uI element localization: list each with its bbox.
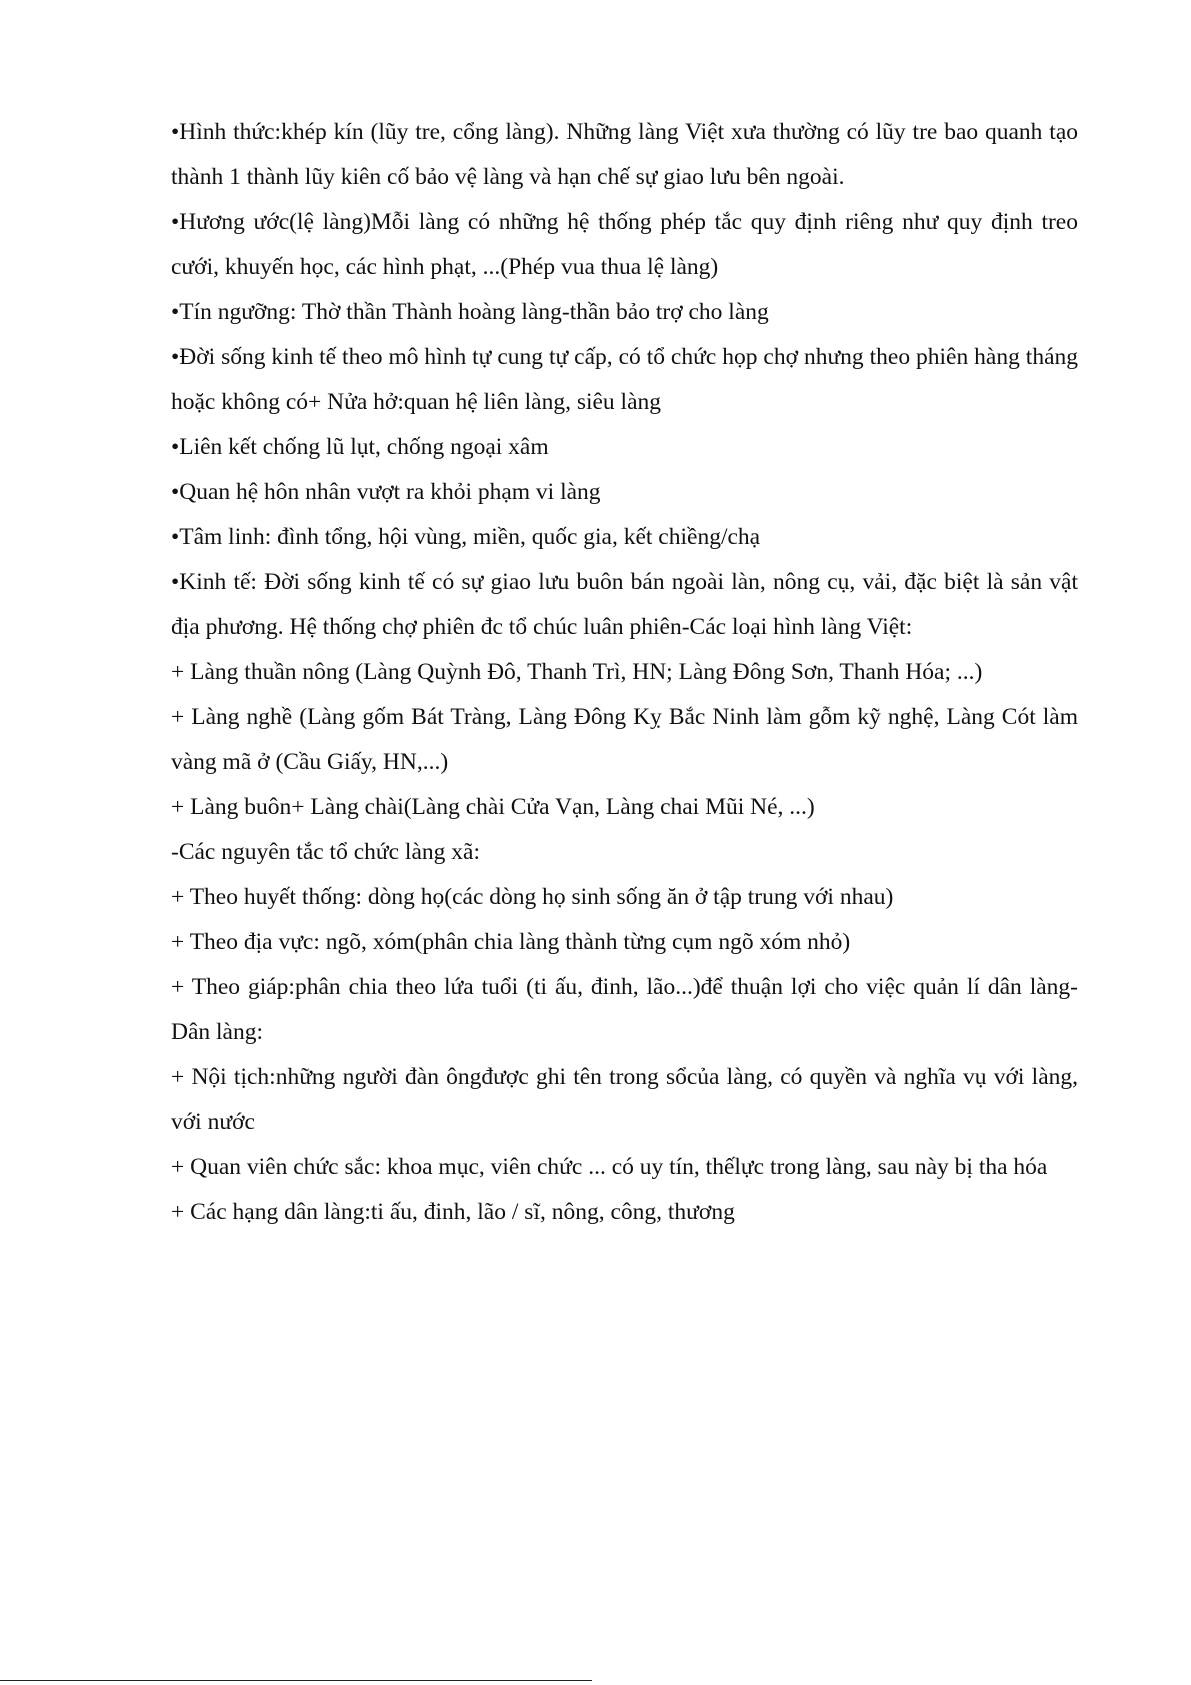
paragraph-huyet-thong: + Theo huyết thống: dòng họ(các dòng họ sinh sống ăn ở tập trung với nhau)	[171, 884, 894, 910]
paragraph-quan-vien: + Quan viên chức sắc: khoa mục, viên chức ... có uy tín, thếlực trong làng, sau này bị tha hóa	[171, 1154, 1048, 1180]
footer-rule	[0, 1680, 592, 1681]
paragraph-tin-nguong: •Tín ngưỡng: Thờ thần Thành hoàng làng-thần bảo trợ cho làng	[171, 299, 769, 325]
paragraph-nguyen-tac: -Các nguyên tắc tổ chức làng xã:	[171, 839, 480, 865]
paragraph-lang-buon: + Làng buôn+ Làng chài(Làng chài Cửa Vạn, Làng chai Mũi Né, ...)	[171, 794, 815, 820]
paragraph-noi-tich: + Nội tịch:những người đàn ôngđược ghi tên trong sổcủa làng, có quyền và nghĩa vụ với làng, với nước	[171, 1064, 1078, 1135]
paragraph-huong-uoc: •Hương ước(lệ làng)Mỗi làng có những hệ thống phép tắc quy định riêng như quy định treo cưới, khuyến học, các hình phạt, ...(Phép vua thua lệ làng)	[171, 209, 1078, 280]
paragraph-lang-nghe: + Làng nghề (Làng gốm Bát Tràng, Làng Đông Kỵ Bắc Ninh làm gỗm kỹ nghệ, Làng Cót làm vàng mã ở (Cầu Giấy, HN,...)	[171, 704, 1078, 775]
paragraph-tam-linh: •Tâm linh: đình tổng, hội vùng, miền, quốc gia, kết chiềng/chạ	[171, 524, 761, 550]
paragraph-quan-he-hon-nhan: •Quan hệ hôn nhân vượt ra khỏi phạm vi làng	[171, 479, 601, 505]
paragraph-hinh-thuc: •Hình thức:khép kín (lũy tre, cổng làng). Những làng Việt xưa thường có lũy tre bao quanh tạo thành 1 thành lũy kiên cố bảo vệ làng và hạn chế sự giao lưu bên ngoài.	[171, 119, 1078, 190]
paragraph-lien-ket: •Liên kết chống lũ lụt, chống ngoại xâm	[171, 434, 549, 460]
paragraph-cac-hang-dan: + Các hạng dân làng:ti ấu, đinh, lão / sĩ, nông, công, thương	[171, 1199, 735, 1225]
document-body	[171, 110, 1078, 1235]
paragraph-giap: + Theo giáp:phân chia theo lứa tuổi (ti ấu, đinh, lão...)để thuận lợi cho việc quản lí dân làng-Dân làng:	[171, 974, 1078, 1045]
paragraph-dia-vuc: + Theo địa vực: ngõ, xóm(phân chia làng thành từng cụm ngõ xóm nhỏ)	[171, 929, 851, 955]
paragraph-lang-thuan-nong: + Làng thuần nông (Làng Quỳnh Đô, Thanh Trì, HN; Làng Đông Sơn, Thanh Hóa; ...)	[171, 659, 983, 685]
paragraph-doi-song-kinh-te: •Đời sống kinh tế theo mô hình tự cung tự cấp, có tổ chức họp chợ nhưng theo phiên hàng tháng hoặc không có+ Nửa hở:quan hệ liên làng, siêu làng	[171, 344, 1078, 415]
paragraph-kinh-te: •Kinh tế: Đời sống kinh tế có sự giao lưu buôn bán ngoài làn, nông cụ, vải, đặc biệt là sản vật địa phương. Hệ thống chợ phiên đc tổ chúc luân phiên-Các loại hình làng Việt:	[171, 569, 1078, 640]
